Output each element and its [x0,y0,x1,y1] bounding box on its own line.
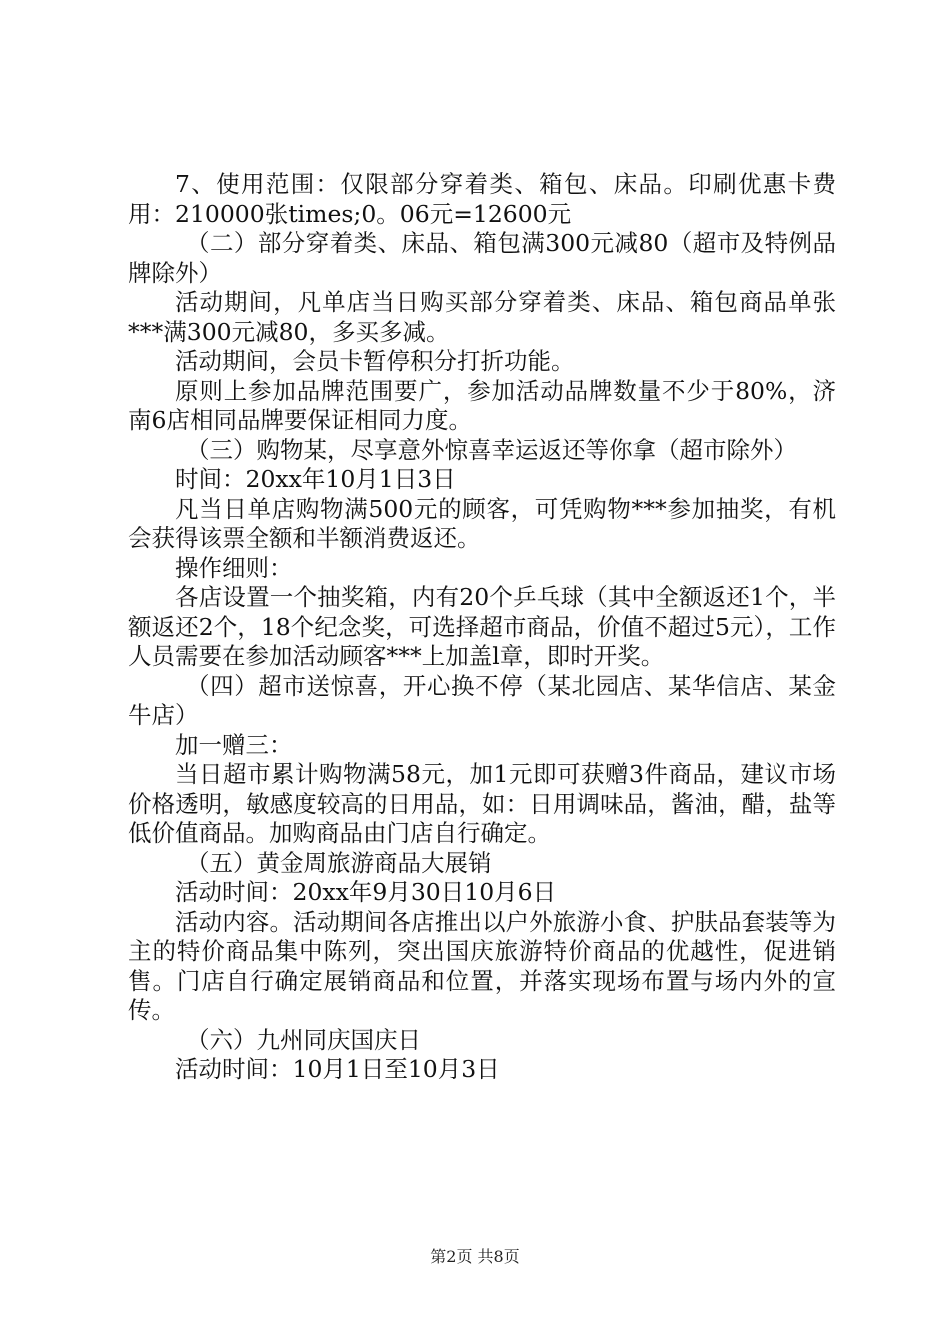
paragraph: 活动内容。活动期间各店推出以户外旅游小食、护肤品套装等为主的特价商品集中陈列，突出国庆旅游特价商品的优越性，促进销售。门店自行确定展销商品和位置，并落实现场布置与场内外的宣传。 [128,907,836,1024]
paragraph: 7、使用范围：仅限部分穿着类、箱包、床品。印刷优惠卡费用：210000张times;0。06元=12600元 [128,170,836,228]
paragraph: 活动期间，凡单店当日购买部分穿着类、床品、箱包商品单张***满300元减80，多买多减。 [128,288,836,346]
page-footer: 第2页 共8页 [430,1247,520,1266]
section-heading: （三）购物某，尽享意外惊喜幸运返还等你拿（超市除外） [186,435,797,464]
paragraph: 当日超市累计购物满58元，加1元即可获赠3件商品，建议市场价格透明，敏感度较高的日用品，如：日用调味品，酱油，醋，盐等低价值商品。加购商品由门店自行确定。 [128,760,836,847]
section-heading: （四）超市送惊喜，开心换不停（某北园店、某华信店、某金牛店） [128,671,836,729]
paragraph: 时间：20xx年10月1日3日 [175,465,456,493]
paragraph: 操作细则： [175,553,293,582]
paragraph: 活动期间，会员卡暂停积分打折功能。 [175,347,575,375]
paragraph: 凡当日单店购物满500元的顾客，可凭购物***参加抽奖，有机会获得该票全额和半额消费返还。 [128,494,836,552]
paragraph: 加一赠三： [175,730,293,759]
section-heading: （五）黄金周旅游商品大展销 [186,848,492,877]
section-heading: （六）九州同庆国庆日 [186,1025,421,1054]
paragraph: 原则上参加品牌范围要广，参加活动品牌数量不少于80%，济南6店相同品牌要保证相同力度。 [128,376,836,434]
paragraph: 各店设置一个抽奖箱，内有20个乒乓球（其中全额返还1个，半额返还2个，18个纪念奖，可选择超市商品，价值不超过5元），工作人员需要在参加活动顾客***上加盖l章，即时开奖。 [128,583,836,670]
paragraph: 活动时间：10月1日至10月3日 [175,1055,500,1083]
body-text [128,170,836,1085]
paragraph: 活动时间：20xx年9月30日10月6日 [175,878,557,906]
section-heading: （二）部分穿着类、床品、箱包满300元减80（超市及特例品牌除外） [128,229,836,287]
